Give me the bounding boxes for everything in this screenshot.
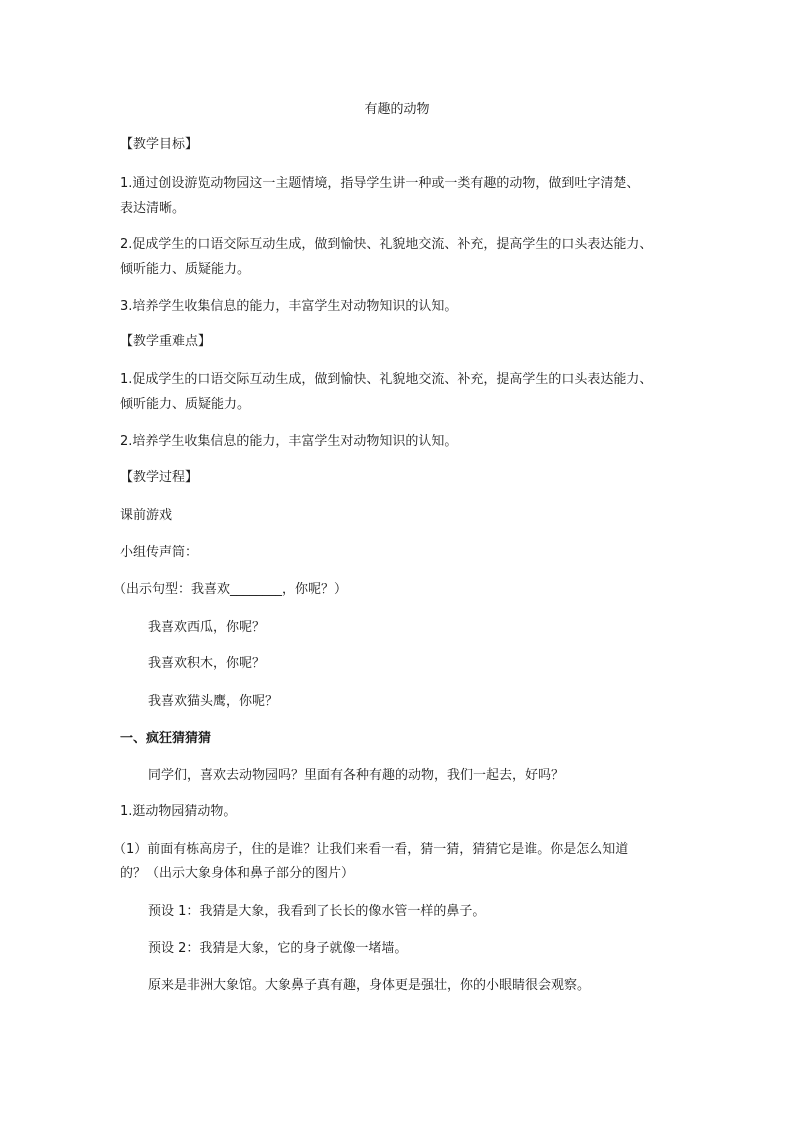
process-heading: 【教学过程】 (120, 470, 199, 485)
keypoints-heading: 【教学重难点】 (120, 334, 212, 349)
conclusion: 原来是非洲大象馆。大象鼻子真有趣，身体更是强壮，你的小眼睛很会观察。 (148, 978, 591, 993)
keypoint-2: 2.培养学生收集信息的能力，丰富学生对动物知识的认知。 (120, 434, 458, 449)
pre-class-game: 课前游戏 (120, 508, 173, 523)
example-1: 我喜欢西瓜，你呢？ (148, 620, 266, 635)
goal-1-line-1: 1.通过创设游览动物园这一主题情境，指导学生讲一种或一类有趣的动物，做到吐字清楚、 (120, 176, 640, 191)
question-1-line-1: （1）前面有栋高房子，住的是谁？让我们来看一看，猜一猜，猜猜它是谁。你是怎么知道 (113, 842, 629, 857)
example-2: 我喜欢积木，你呢？ (148, 656, 266, 671)
part-1-heading: 一、疯狂猜猜猜 (120, 731, 212, 746)
part-1-intro: 同学们，喜欢去动物园吗？里面有各种有趣的动物，我们一起去，好吗？ (148, 768, 565, 783)
keypoint-1-line-1: 1.促成学生的口语交际互动生成，做到愉快、礼貌地交流、补充，提高学生的口头表达能力、 (120, 372, 653, 387)
goals-heading: 【教学目标】 (120, 137, 199, 152)
document-title: 有趣的动物 (364, 102, 430, 117)
goal-1-line-2: 表达清晰。 (120, 201, 186, 216)
goal-2-line-1: 2.促成学生的口语交际互动生成，做到愉快、礼貌地交流、补充，提高学生的口头表达能力、 (120, 237, 653, 252)
goal-2-line-2: 倾听能力、质疑能力。 (120, 262, 251, 277)
group-game: 小组传声筒： (120, 545, 199, 560)
step-1: 1.逛动物园猜动物。 (120, 804, 237, 819)
goal-3: 3.培养学生收集信息的能力，丰富学生对动物知识的认知。 (120, 299, 458, 314)
example-3: 我喜欢猫头鹰，你呢？ (148, 694, 279, 709)
keypoint-1-line-2: 倾听能力、质疑能力。 (120, 397, 251, 412)
question-1-line-2: 的？（出示大象身体和鼻子部分的图片） (120, 866, 355, 881)
sentence-pattern: （出示句型：我喜欢________，你呢？） (113, 582, 348, 597)
preset-1: 预设 1：我猜是大象，我看到了长长的像水管一样的鼻子。 (148, 904, 486, 919)
preset-2: 预设 2：我猜是大象，它的身子就像一堵墙。 (148, 941, 408, 956)
